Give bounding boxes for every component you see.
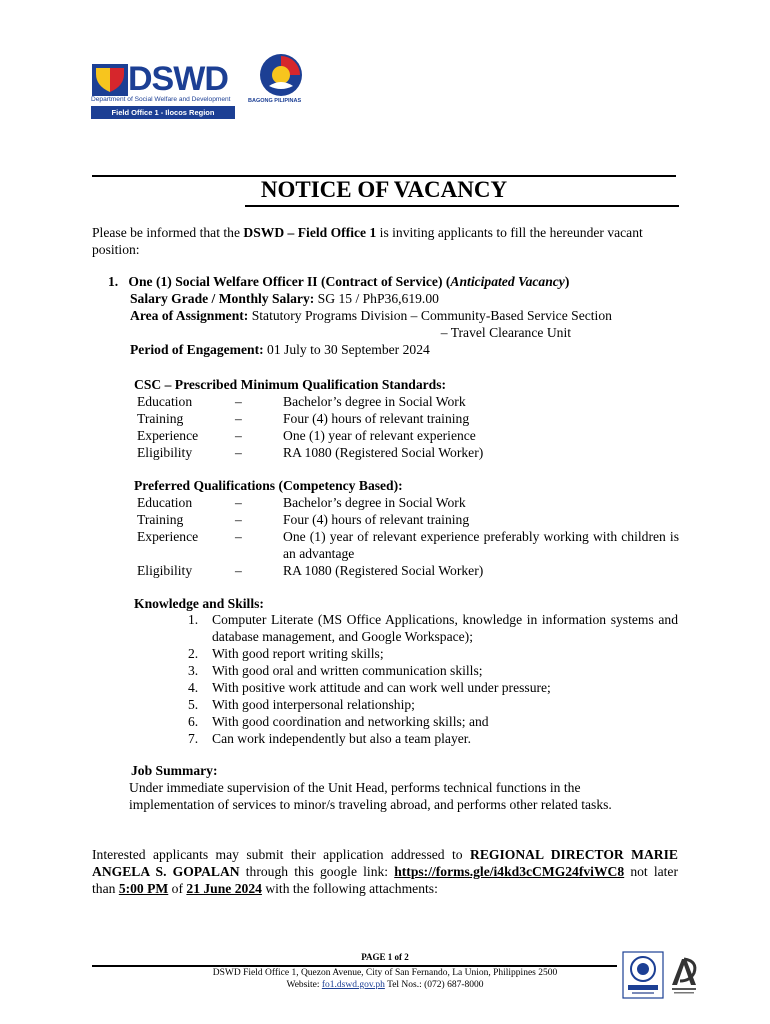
deadline-time: 5:00 PM xyxy=(118,881,169,896)
preferred-value: Four (4) hours of relevant training xyxy=(283,512,470,527)
csc-dash: – xyxy=(235,394,242,409)
job-summary-body: Under immediate supervision of the Unit Head, performs technical functions in the implementation of services to minor/s traveling abroad, and performs other related tasks. xyxy=(129,780,612,812)
csc-label: Eligibility xyxy=(137,445,193,460)
preferred-dash: – xyxy=(235,529,242,544)
application-paragraph: Interested applicants may submit their application addressed to REGIONAL DIRECTOR MARIE ANGELA S. GOPALAN through this google link: https://forms.gle/i4kd3cCMG24fviWC8 not later than 5:00 PM of 21 June 2024 with the following attachments: xyxy=(92,847,678,896)
website-link[interactable]: fo1.dswd.gov.ph xyxy=(321,980,385,990)
preferred-label: Eligibility xyxy=(137,563,193,578)
footer-address: DSWD Field Office 1, Quezon Avenue, City of San Fernando, La Union, Philippines 2500 xyxy=(212,968,558,978)
list-item: 6. With good coordination and networking skills; and xyxy=(188,714,489,729)
knowledge-list xyxy=(188,611,678,747)
page-number: PAGE 1 of 2 xyxy=(361,952,409,962)
footer-contact: Website: fo1.dswd.gov.ph Tel Nos.: (072) 687-8000 xyxy=(286,980,484,990)
list-item: 4. With positive work attitude and can work well under pressure; xyxy=(188,680,551,695)
page-title: NOTICE OF VACANCY xyxy=(260,177,508,202)
list-item: 7. Can work independently but also a team player. xyxy=(188,731,471,746)
google-form-link[interactable]: https://forms.gle/i4kd3cCMG24fviWC8 xyxy=(394,864,625,879)
preferred-dash: – xyxy=(235,563,242,578)
dswd-logo-text: DSWD xyxy=(128,60,228,98)
dswd-department-name: Department of Social Welfare and Development xyxy=(91,96,231,103)
preferred-heading: Preferred Qualifications (Competency Based): xyxy=(134,478,403,493)
csc-label: Training xyxy=(137,411,184,426)
list-item: 1. Computer Literate (MS Office Applications, knowledge in information systems and database management, and Google Workspace); xyxy=(188,612,678,644)
csc-label: Experience xyxy=(137,428,199,443)
csc-dash: – xyxy=(235,445,242,460)
csc-value: One (1) year of relevant experience xyxy=(283,428,476,443)
deadline-date: 21 June 2024 xyxy=(186,881,262,896)
csc-value: RA 1080 (Registered Social Worker) xyxy=(283,445,484,460)
csc-dash: – xyxy=(235,428,242,443)
csc-dash: – xyxy=(235,411,242,426)
list-item: 2. With good report writing skills; xyxy=(188,646,384,661)
preferred-value: Bachelor’s degree in Social Work xyxy=(283,495,466,510)
list-item: 3. With good oral and written communication skills; xyxy=(188,663,483,678)
bagong-pilipinas-logo-icon xyxy=(255,52,307,98)
title-rule-bottom xyxy=(245,205,679,207)
preferred-dash: – xyxy=(235,512,242,527)
knowledge-heading: Knowledge and Skills: xyxy=(134,596,264,611)
job-summary-heading: Job Summary: xyxy=(131,763,218,778)
preferred-dash: – xyxy=(235,495,242,510)
accreditation-ab-icon xyxy=(668,951,700,999)
socotec-certification-icon xyxy=(622,951,664,999)
dswd-emblem-icon xyxy=(92,64,128,96)
director-name: REGIONAL DIRECTOR MARIE ANGELA S. GOPALAN xyxy=(92,847,678,879)
csc-heading: CSC – Prescribed Minimum Qualification Standards: xyxy=(134,377,447,392)
csc-label: Education xyxy=(137,394,193,409)
csc-value: Bachelor’s degree in Social Work xyxy=(283,394,466,409)
field-office-banner: Field Office 1 - Ilocos Region xyxy=(91,106,235,119)
preferred-label: Training xyxy=(137,512,184,527)
preferred-label: Experience xyxy=(137,529,199,544)
csc-value: Four (4) hours of relevant training xyxy=(283,411,470,426)
intro-paragraph: Please be informed that the DSWD – Field Office 1 is inviting applicants to fill the hereunder vacant position: xyxy=(92,225,643,257)
list-item: 5. With good interpersonal relationship; xyxy=(188,697,415,712)
bagong-pilipinas-text: BAGONG PILIPINAS xyxy=(248,98,302,104)
preferred-value: One (1) year of relevant experience preferably working with children is an advantage xyxy=(283,529,679,561)
preferred-value: RA 1080 (Registered Social Worker) xyxy=(283,563,484,578)
position-item: 1. One (1) Social Welfare Officer II (Contract of Service) (Anticipated Vacancy) Salary Grade / Monthly Salary: SG 15 / PhP36,619.00 Area of Assignment: Statutory Programs Division – Community-Based Service Section – Travel Clearance Unit Period of Engagement: 01 July to 30 September 2024 xyxy=(108,274,612,357)
preferred-label: Education xyxy=(137,495,193,510)
